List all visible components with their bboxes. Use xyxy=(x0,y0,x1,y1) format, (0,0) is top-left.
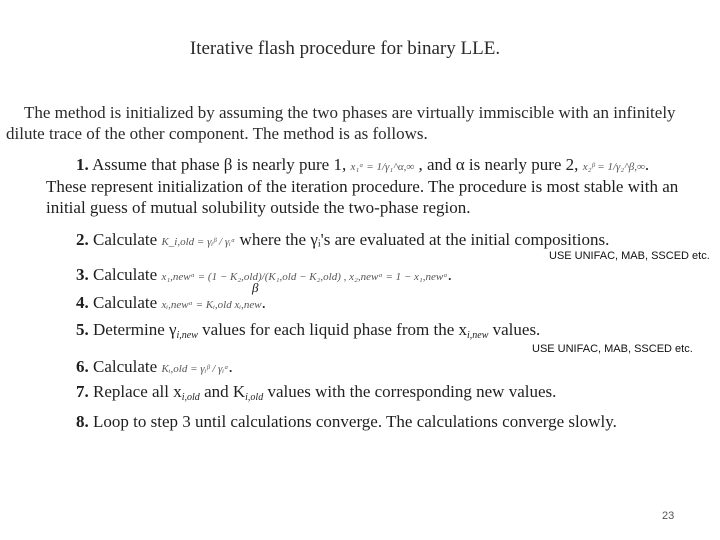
formula-k-old-update: Kᵢ,old = γᵢᵝ / γᵢᵅ xyxy=(161,363,229,375)
subscript: i,old xyxy=(181,392,200,403)
step-text: Assume that phase β is nearly pure 1, xyxy=(92,155,347,174)
step-1-continuation: These represent initialization of the iteration procedure. The procedure is most stable with an initial guess of mutual solubility outside the two-phase region. xyxy=(46,177,679,217)
step-1 xyxy=(76,154,716,178)
subscript: i,new xyxy=(176,330,198,341)
step-5 xyxy=(76,319,716,346)
annotation-note-2: USE UNIFAC, MAB, SSCED etc. xyxy=(532,343,693,355)
subscript: i,old xyxy=(245,392,264,403)
step-number: 2. xyxy=(76,230,89,249)
step-number: 4. xyxy=(76,293,89,312)
formula-xi-new: xᵢ,newᵅ = Kᵢ,old xᵢ,new xyxy=(161,299,262,311)
slide-title: Iterative flash procedure for binary LLE. xyxy=(189,38,501,59)
step-number: 1. xyxy=(76,155,89,174)
step-text: Calculate xyxy=(93,357,158,376)
formula-x-new: x₁,newᵅ = (1 − K₂,old)/(K₁,old − K₂,old) , x₂,newᵅ = 1 − x₁,newᵅ xyxy=(161,271,448,283)
step-text: . xyxy=(261,293,266,312)
step-text: and K xyxy=(199,382,246,401)
step-number: 5. xyxy=(76,320,89,339)
step-number: 7. xyxy=(76,382,89,401)
intro-paragraph xyxy=(6,102,706,144)
step-4 xyxy=(76,292,716,316)
step-text: . xyxy=(447,265,452,284)
formula-x1-alpha: x₁ᵅ = 1/γ₁^α,∞ xyxy=(350,161,415,173)
step-number: 8. xyxy=(76,412,89,431)
intro-line-1: The method is initialized by assuming the two phases are virtually immiscible with an infinitely xyxy=(24,103,676,122)
step-number: 6. xyxy=(76,357,89,376)
step-text: . xyxy=(644,155,650,174)
step-8 xyxy=(76,411,716,432)
subscript: i,new xyxy=(466,330,489,341)
step-text: Determine γ xyxy=(93,320,177,339)
beta-mark: β xyxy=(252,280,259,295)
step-text: values for each liquid phase from the x xyxy=(197,320,467,339)
intro-line-2: dilute trace of the other component. The method is as follows. xyxy=(6,124,428,143)
step-text: , and α is nearly pure 2, xyxy=(418,155,579,174)
step-text: where the γᵢ's are evaluated at the initial compositions. xyxy=(239,230,610,249)
step-text: Loop to step 3 until calculations converge. The calculations converge slowly. xyxy=(93,412,617,431)
step-6 xyxy=(76,356,716,380)
step-text: Calculate xyxy=(93,265,158,284)
step-3 xyxy=(76,264,716,288)
annotation-note-1: USE UNIFAC, MAB, SSCED etc. xyxy=(549,250,710,262)
formula-k-old: K_i,old = γᵢᵝ / γᵢᵅ xyxy=(161,236,236,248)
formula-x2-beta: x₂ᵝ = 1/γ₂^β,∞ xyxy=(582,161,645,173)
step-number: 3. xyxy=(76,265,89,284)
step-text: . xyxy=(228,357,233,376)
page-number: 23 xyxy=(662,510,675,522)
step-7 xyxy=(76,381,716,408)
step-text: Calculate xyxy=(93,293,158,312)
step-text: Replace all x xyxy=(93,382,182,401)
step-text: Calculate xyxy=(93,230,158,249)
step-text: values with the corresponding new values. xyxy=(263,382,557,401)
step-text: values. xyxy=(488,320,541,339)
